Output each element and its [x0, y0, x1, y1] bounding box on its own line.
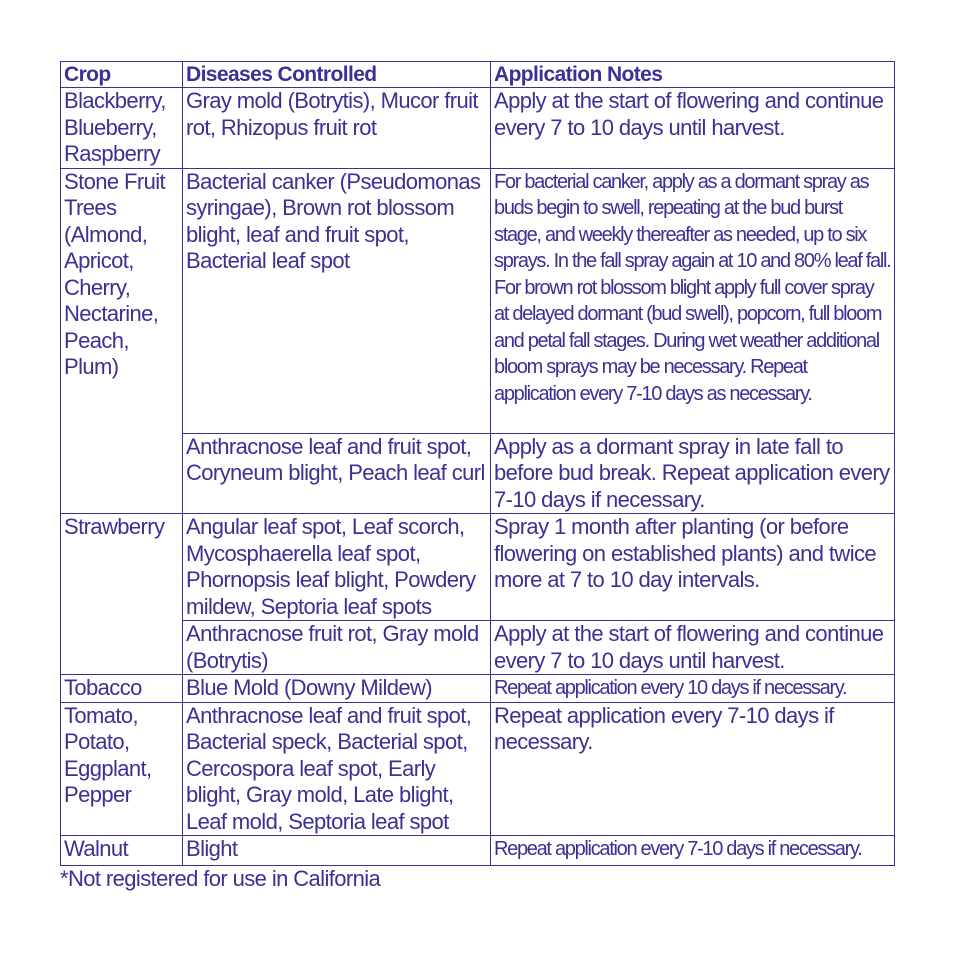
notes-cell: Repeat application every 7-10 days if necessary.: [491, 702, 895, 836]
diseases-cell: Anthracnose leaf and fruit spot, Coryneum blight, Peach leaf curl: [183, 433, 491, 514]
crop-cell: Strawberry: [61, 514, 183, 675]
diseases-cell: Anthracnose leaf and fruit spot, Bacterial speck, Bacterial spot, Cercospora leaf spot, Early blight, Gray mold, Late blight, Leaf mold, Septoria leaf spot: [183, 702, 491, 836]
table-header-row: [61, 62, 895, 88]
diseases-cell: Blue Mold (Downy Mildew): [183, 675, 491, 703]
table-row: [61, 514, 895, 621]
table-row: [61, 702, 895, 836]
crop-cell: Stone Fruit Trees (Almond, Apricot, Cherry, Nectarine, Peach, Plum): [61, 168, 183, 514]
table-row: [61, 675, 895, 703]
crop-cell: Walnut: [61, 836, 183, 866]
footnote: *Not registered for use in California: [60, 866, 381, 891]
diseases-cell: Gray mold (Botrytis), Mucor fruit rot, Rhizopus fruit rot: [183, 88, 491, 169]
notes-cell: Spray 1 month after planting (or before flowering on established plants) and twice more at 7 to 10 day intervals.: [491, 514, 895, 621]
table-row: [61, 836, 895, 866]
crop-disease-table-container: [60, 61, 894, 866]
notes-cell: For bacterial canker, apply as a dormant spray as buds begin to swell, repeating at the bud burst stage, and weekly thereafter as needed, up to six sprays. In the fall spray again at 10 and 80% leaf fall. For brown rot blossom blight apply full cover spray at delayed dormant (bud swell), popcorn, full bloom and petal fall stages. During wet weather additional bloom sprays may be necessary. Repeat application every 7-10 days as necessary.: [491, 168, 895, 433]
diseases-cell: Angular leaf spot, Leaf scorch, Mycosphaerella leaf spot, Phornopsis leaf blight, Powdery mildew, Septoria leaf spots: [183, 514, 491, 621]
table-row: [61, 621, 895, 675]
notes-cell: Apply at the start of flowering and continue every 7 to 10 days until harvest.: [491, 621, 895, 675]
notes-cell: Repeat application every 10 days if necessary.: [491, 675, 895, 703]
notes-cell: Apply as a dormant spray in late fall to before bud break. Repeat application every 7-10 days if necessary.: [491, 433, 895, 514]
diseases-cell: Anthracnose fruit rot, Gray mold (Botrytis): [183, 621, 491, 675]
crop-disease-table: [60, 61, 895, 866]
table-row: [61, 88, 895, 169]
notes-cell: Repeat application every 7-10 days if necessary.: [491, 836, 895, 866]
header-crop: Crop: [61, 62, 183, 88]
diseases-cell: Blight: [183, 836, 491, 866]
table-row: [61, 168, 895, 433]
crop-cell: Tomato, Potato, Eggplant, Pepper: [61, 702, 183, 836]
table-row: [61, 433, 895, 514]
crop-cell: Tobacco: [61, 675, 183, 703]
header-diseases-controlled: Diseases Controlled: [183, 62, 491, 88]
crop-cell: Blackberry, Blueberry, Raspberry: [61, 88, 183, 169]
notes-cell: Apply at the start of flowering and continue every 7 to 10 days until harvest.: [491, 88, 895, 169]
header-application-notes: Application Notes: [491, 62, 895, 88]
diseases-cell: Bacterial canker (Pseudomonas syringae), Brown rot blossom blight, leaf and fruit spot, Bacterial leaf spot: [183, 168, 491, 433]
